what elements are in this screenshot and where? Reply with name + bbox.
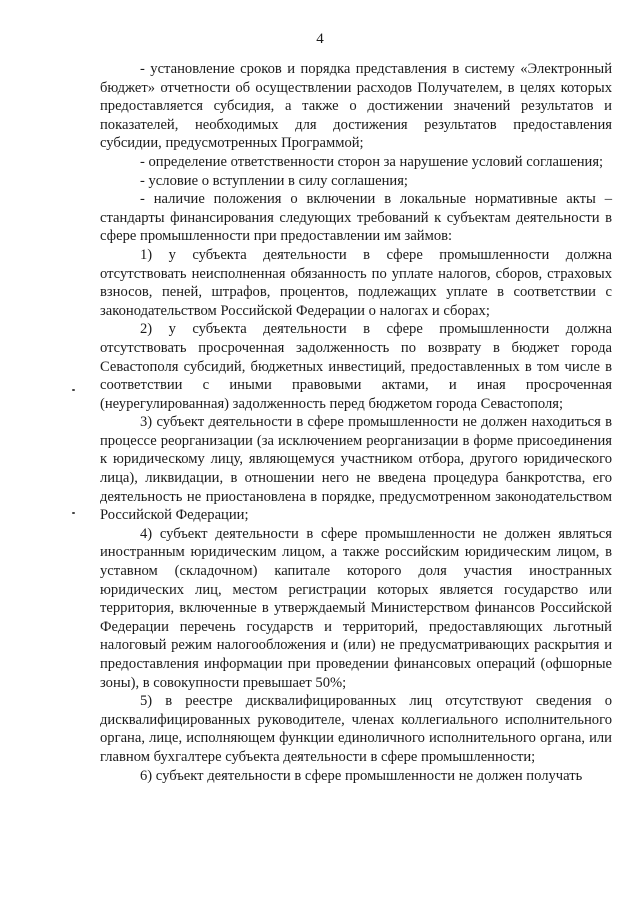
margin-dot-mark [72, 512, 75, 514]
paragraph-entry-into-force: - условие о вступлении в силу соглашения; [140, 172, 408, 189]
margin-dot-mark [72, 389, 75, 391]
paragraph-item-1: 1) у субъекта деятельности в сфере промышленности должна отсутствовать неисполненная обязанность по уплате налогов, сборов, страховых взносов, пеней, штрафов, процентов, подлежащих уплате в соответствии с законодательством Российской Федерации о налогах и сборах; [100, 246, 612, 319]
paragraph-responsibility: - определение ответственности сторон за нарушение условий соглашения; [140, 153, 604, 170]
paragraph-local-acts: - наличие положения о включении в локальные нормативные акты – стандарты финансирования следующих требований к субъектам деятельности в сфере промышленности при предоставлении им займов: [100, 191, 612, 245]
document-body [100, 60, 612, 785]
paragraph-item-6: 6) субъект деятельности в сфере промышленности не должен получать [140, 767, 583, 784]
paragraph-item-4: 4) субъект деятельности в сфере промышленности не должен являться иностранным юридическим лицом, а также российским юридическим лицом, в уставном (складочном) капитале которого доля участия иностранных юридических лиц, местом регистрации которых является государство или территория, включенные в утверждаемый Министерством финансов Российской Федерации перечень государств и территорий, предоставляющих льготный налоговый режим налогообложения и (или) не предусматривающих раскрытия и предоставления информации при проведении финансовых операций (офшорные зоны), в совокупности превышает 50%; [100, 525, 612, 691]
paragraph-reporting-deadlines: - установление сроков и порядка представления в систему «Электронный бюджет» отчетности об осуществлении расходов Получателем, в целях которых предоставляется субсидия, а также о достижении значений результатов и показателей, необходимых для достижения результатов предоставления субсидии, предусмотренных Программой; [100, 61, 612, 152]
paragraph-item-3: 3) субъект деятельности в сфере промышленности не должен находиться в процессе реорганизации (за исключением реорганизации в форме присоединения к юридическому лицу, являющемуся участником отбора, другого юридического лица), ликвидации, в отношении него не введена процедура банкротства, его деятельность не приостановлена в порядке, предусмотренном законодательством Российской Федерации; [100, 414, 612, 524]
paragraph-item-2: 2) у субъекта деятельности в сфере промышленности должна отсутствовать просроченная задолженность по возврату в бюджет города Севастополя субсидий, бюджетных инвестиций, предоставленных в том числе в соответствии с иными правовыми актами, и иная просроченная (неурегулированная) задолженность перед бюджетом города Севастополя; [100, 321, 612, 412]
paragraph-item-5: 5) в реестре дисквалифицированных лиц отсутствуют сведения о дисквалифицированных руководителе, членах коллегиального исполнительного органа, лице, исполняющем функции единоличного исполнительного органа, или главном бухгалтере субъекта деятельности в сфере промышленности; [100, 693, 612, 765]
page-number: 4 [316, 31, 324, 47]
